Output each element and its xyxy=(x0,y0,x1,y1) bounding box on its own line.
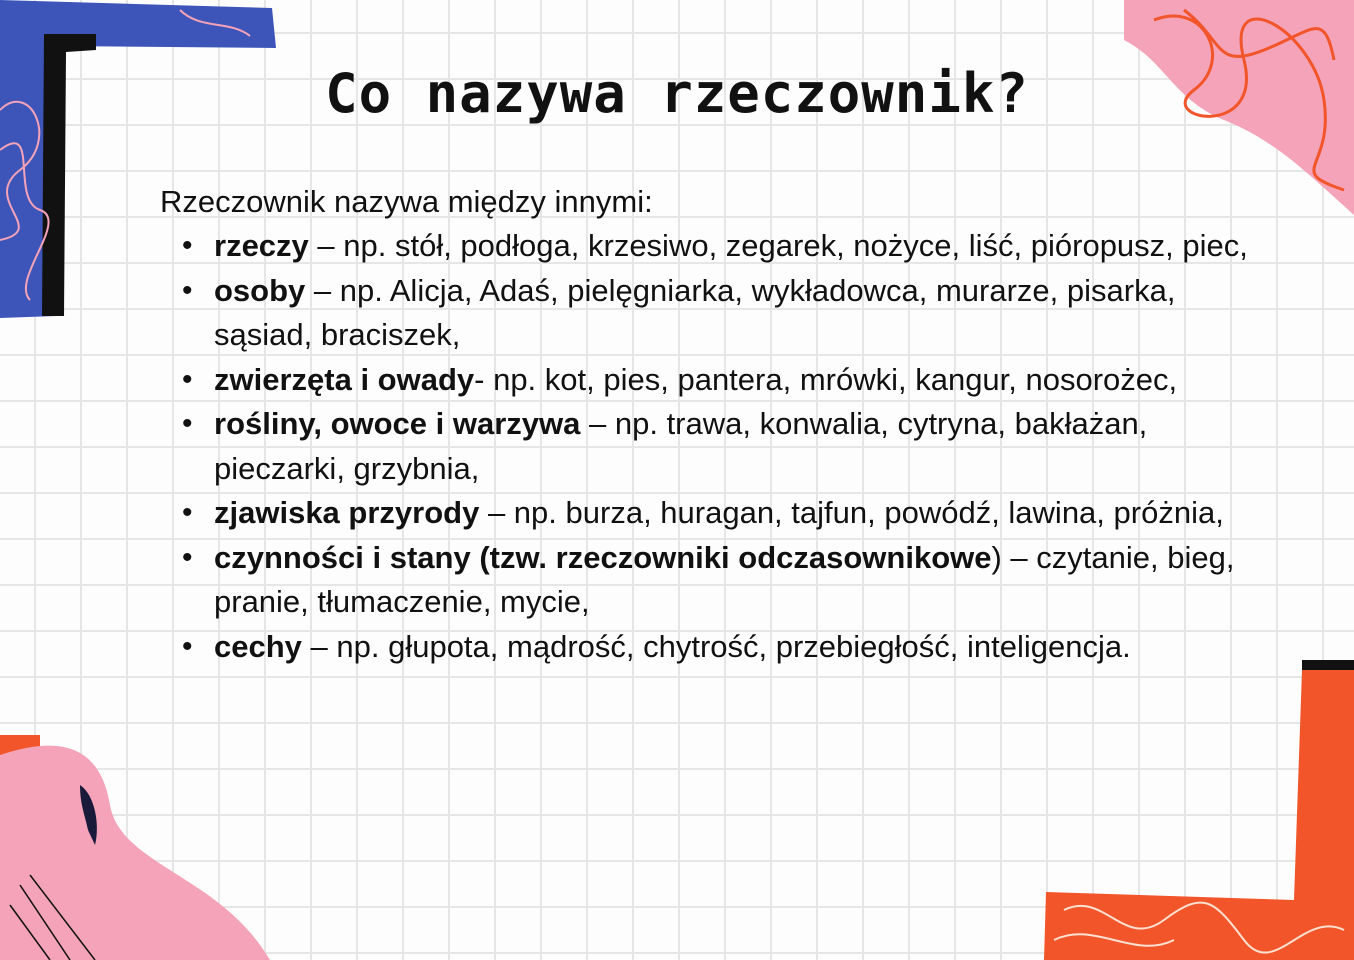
intro-text: Rzeczownik nazywa między innymi: xyxy=(160,184,653,219)
item-term: zjawiska przyrody xyxy=(214,495,480,530)
item-term: rośliny, owoce i warzywa xyxy=(214,406,581,441)
list-item xyxy=(160,491,1270,536)
bullet-icon: • xyxy=(182,629,193,663)
list-item xyxy=(160,536,1270,625)
bottom-left-decoration xyxy=(0,735,280,960)
item-examples: - np. kot, pies, pantera, mrówki, kangur, nosorożec, xyxy=(474,361,1178,397)
bullet-icon: • xyxy=(182,273,193,307)
bullet-icon: • xyxy=(182,229,193,262)
bullet-icon: • xyxy=(182,496,193,529)
page-title: Co nazywa rzeczownik? xyxy=(325,62,1029,125)
bottom-right-decoration xyxy=(1044,660,1354,960)
item-term: rzeczy xyxy=(214,228,309,263)
list-item xyxy=(160,402,1270,491)
bullet-icon: • xyxy=(182,362,193,396)
item-examples: – np. stół, podłoga, krzesiwo, zegarek, nożyce, liść, pióropusz, piec, xyxy=(308,228,1248,263)
list-item xyxy=(160,224,1270,269)
item-examples: – np. Alicja, Adaś, pielęgniarka, wykładowca, murarze, pisarka, sąsiad, braciszek, xyxy=(214,272,1176,352)
item-term: cechy xyxy=(214,628,302,664)
item-examples: – np. burza, huragan, tajfun, powódź, lawina, próżnia, xyxy=(479,495,1224,530)
list-item xyxy=(160,625,1270,670)
list-item xyxy=(160,269,1270,358)
list-item xyxy=(160,358,1270,403)
bullet-icon: • xyxy=(182,540,193,574)
item-examples: ) – czytanie, bieg, pranie, tłumaczenie, mycie, xyxy=(214,539,1235,619)
item-examples: – np. trawa, konwalia, cytryna, bakłażan, pieczarki, grzybnia, xyxy=(214,406,1148,486)
item-term: czynności i stany (tzw. rzeczowniki odczasownikowe xyxy=(214,539,992,575)
noun-category-list xyxy=(160,224,1270,669)
item-term: zwierzęta i owady xyxy=(214,361,475,397)
bullet-icon: • xyxy=(182,407,193,440)
item-examples: – np. głupota, mądrość, chytrość, przebiegłość, inteligencja. xyxy=(301,628,1131,664)
item-term: osoby xyxy=(214,272,306,308)
